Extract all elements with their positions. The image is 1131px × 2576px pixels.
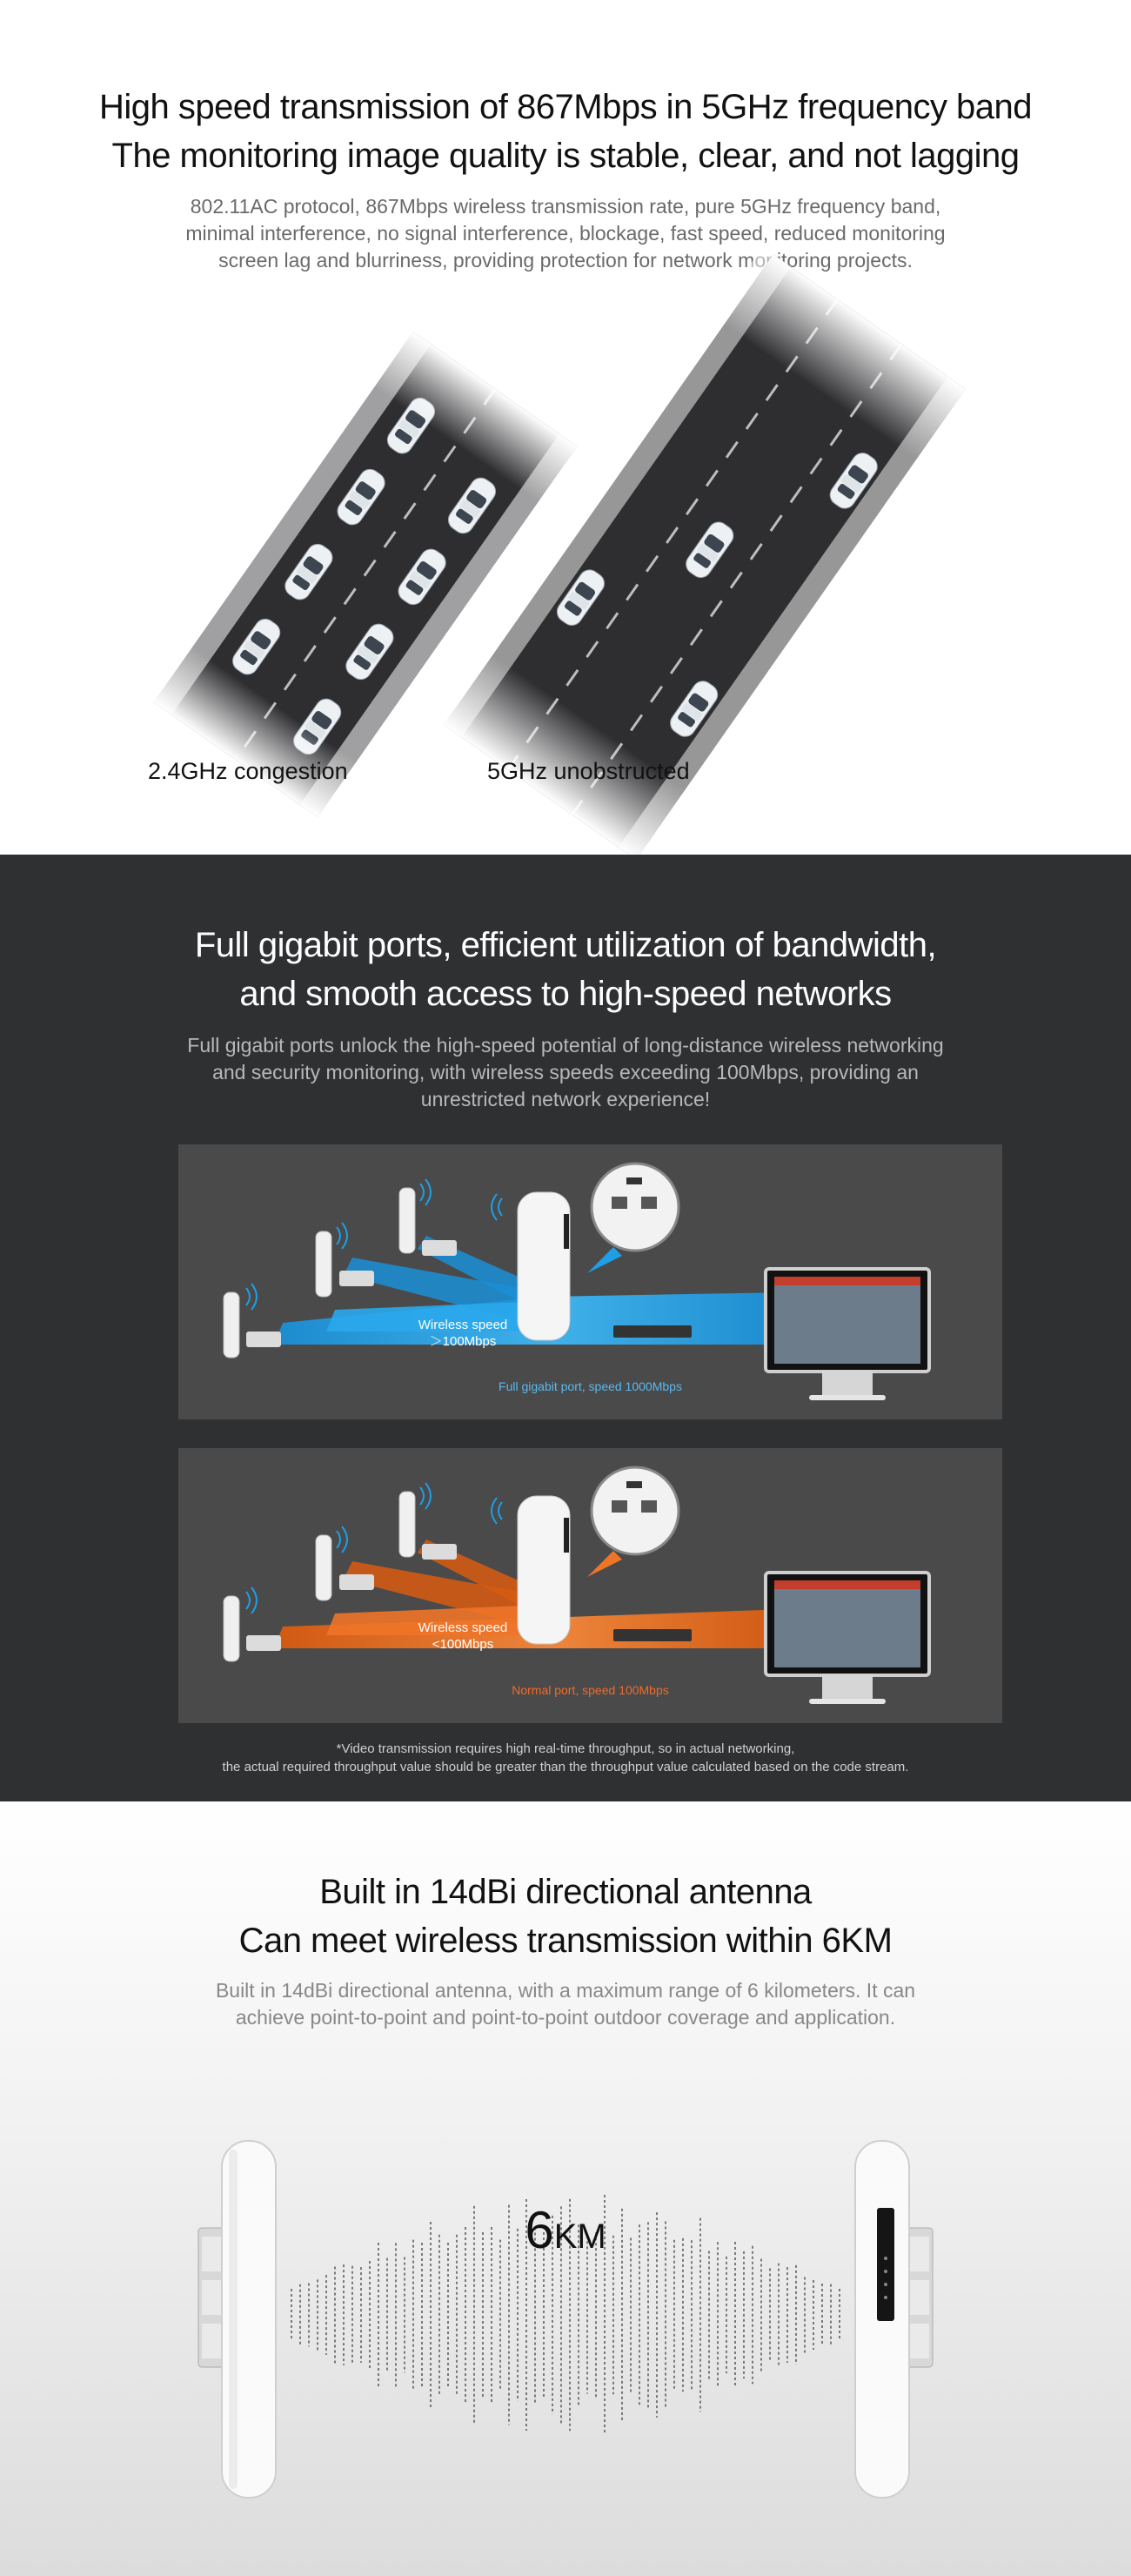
section2-description: Full gigabit ports unlock the high-speed potential of long-distance wireless networking and security monitoring, with wireless speeds exceeding 100Mbps, providing an unrestricted network experience! (187, 1034, 944, 1110)
distance-number: 6 (525, 2201, 554, 2259)
section1-description: 802.11AC protocol, 867Mbps wireless transmission rate, pure 5GHz frequency band, minimal interference, no signal interference, blockage, fast speed, reduced monitoring screen lag and blurriness, providing protection for network monitoring projects. (185, 195, 946, 272)
network-diagram-blue (178, 1144, 1002, 1419)
section1-title: High speed transmission of 867Mbps in 5GHz frequency band The monitoring image quality is stable, clear, and not lagging (98, 88, 1033, 175)
wireless-speed-label: Wireless speed <100Mbps (418, 1620, 508, 1652)
bandwidth-section (0, 0, 1131, 855)
section3-title: Built in 14dBi directional antenna Can meet wireless transmission within 6KM (238, 1873, 893, 1960)
highway-illustration (0, 0, 1131, 855)
throughput-note: *Video transmission requires high real-time throughput, so in actual networking, the actual required throughput value should be greater than the throughput value calculated based on the code stream. (222, 1741, 909, 1774)
normal-port-diagram (178, 1448, 1002, 1723)
gigabit-port-diagram (178, 1144, 1002, 1419)
distance-label (0, 2200, 1131, 2260)
distance-unit: KM (553, 2217, 606, 2256)
wireless-speed-label: Wireless speed ＞100Mbps (418, 1318, 508, 1349)
port-caption: Normal port, speed 100Mbps (512, 1683, 669, 1697)
section2-title: Full gigabit ports, efficient utilization of bandwidth, and smooth access to high-speed networks (194, 926, 937, 1013)
antenna-section (0, 1801, 1131, 2576)
label-24ghz: 2.4GHz congestion (148, 758, 348, 784)
port-caption: Full gigabit port, speed 1000Mbps (499, 1379, 682, 1393)
antenna-range-illustration (0, 1801, 1131, 2576)
gigabit-ports-section (0, 855, 1131, 1801)
left-antenna-device (198, 2141, 276, 2498)
network-diagram-orange (178, 1448, 1002, 1723)
right-antenna-device (855, 2141, 933, 2498)
label-5ghz: 5GHz unobstructed (487, 758, 690, 784)
section3-description: Built in 14dBi directional antenna, with a maximum range of 6 kilometers. It can achieve point-to-point and point-to-point outdoor coverage and application. (215, 1979, 916, 2029)
